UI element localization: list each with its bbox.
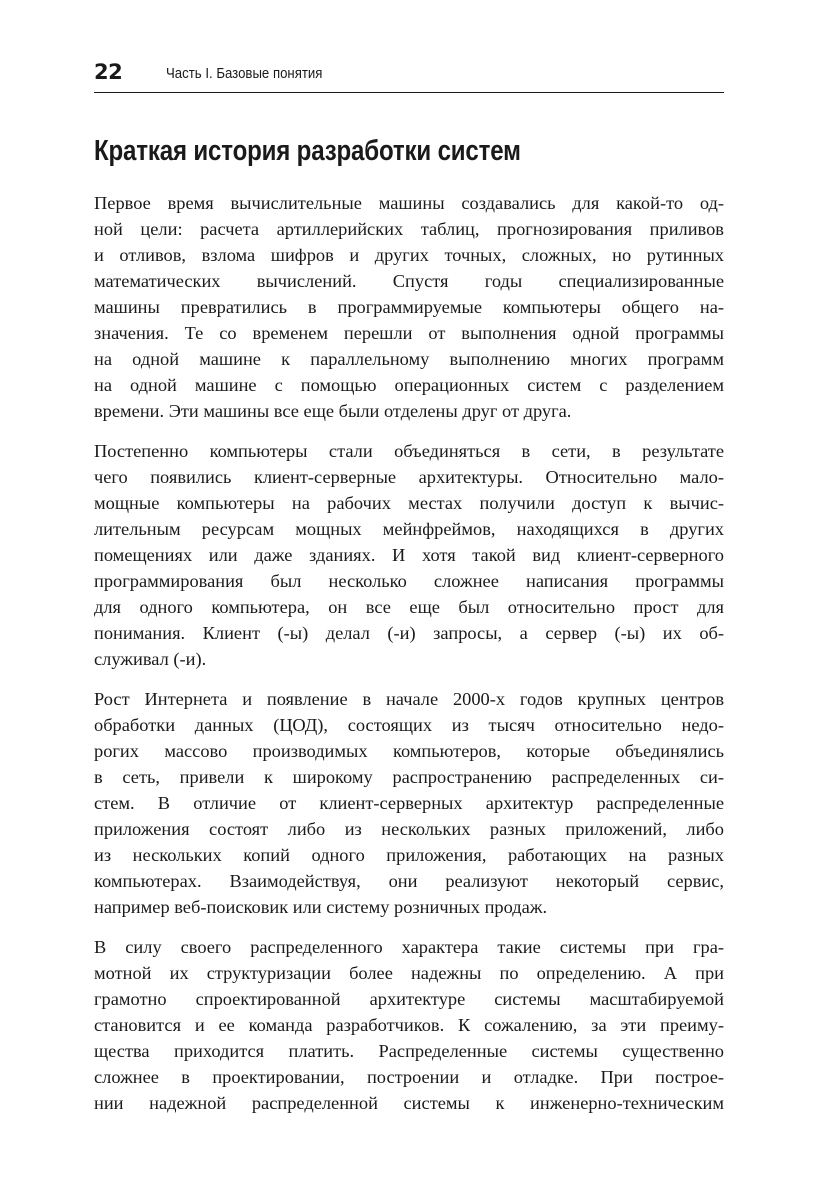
text-line: из нескольких копий одного приложения, работающих на разных (94, 845, 724, 865)
text-line: мотной их структуризации более надежны по определению. А при (94, 963, 724, 983)
text-line: чего появились клиент-серверные архитектуры. Относительно мало- (94, 467, 724, 487)
section-heading: Краткая история разработки систем (94, 135, 521, 167)
text-line: стем. В отличие от клиент-серверных архитектур распределенные (94, 793, 724, 813)
text-line: грамотно спроектированной архитектуре системы масштабируемой (94, 989, 724, 1009)
running-header (94, 58, 724, 93)
text-line: Рост Интернета и появление в начале 2000-х годов крупных центров (94, 689, 724, 709)
text-line: и отливов, взлома шифров и других точных, сложных, но рутинных (94, 245, 724, 265)
text-line: понимания. Клиент (-ы) делал (-и) запросы, а сервер (-ы) их об- (94, 623, 724, 643)
text-line: значения. Те со временем перешли от выполнения одной программы (94, 323, 724, 343)
text-line: рогих массово производимых компьютеров, которые объединялись (94, 741, 724, 761)
text-line: мощные компьютеры на рабочих местах получили доступ к вычис- (94, 493, 724, 513)
text-line: сложнее в проектировании, построении и отладке. При построе- (94, 1067, 724, 1087)
page-number: 22 (94, 60, 123, 84)
text-line: помещениях или даже зданиях. И хотя такой вид клиент-серверного (94, 545, 724, 565)
text-line: например веб-поисковик или систему розничных продаж. (94, 897, 548, 917)
text-line: машины превратились в программируемые компьютеры общего на- (94, 297, 724, 317)
text-line: на одной машине с помощью операционных систем с разделением (94, 375, 724, 395)
body-text (94, 190, 724, 1130)
paragraph (94, 686, 724, 920)
text-line: программирования был несколько сложнее написания программы (94, 571, 724, 591)
text-line: для одного компьютера, он все еще был относительно прост для (94, 597, 724, 617)
text-line: лительным ресурсам мощных мейнфреймов, находящихся в других (94, 519, 724, 539)
text-line: математических вычислений. Спустя годы специализированные (94, 271, 724, 291)
text-line: времени. Эти машины все еще были отделены друг от друга. (94, 401, 572, 421)
paragraph (94, 190, 724, 424)
text-line: приложения состоят либо из нескольких разных приложений, либо (94, 819, 724, 839)
text-line: становится и ее команда разработчиков. К сожалению, за эти преиму- (94, 1015, 724, 1035)
text-line: ной цели: расчета артиллерийских таблиц, прогнозирования приливов (94, 219, 724, 239)
text-line: щества приходится платить. Распределенные системы существенно (94, 1041, 724, 1061)
text-line: обработки данных (ЦОД), состоящих из тысяч относительно недо- (94, 715, 724, 735)
text-line: Первое время вычислительные машины создавались для какой-то од- (94, 193, 724, 213)
chapter-title: Часть I. Базовые понятия (166, 65, 323, 82)
text-line: компьютерах. Взаимодействуя, они реализуют некоторый сервис, (94, 871, 724, 891)
text-line: нии надежной распределенной системы к инженерно-техническим (94, 1093, 724, 1113)
paragraph (94, 934, 724, 1116)
text-line: на одной машине к параллельному выполнению многих программ (94, 349, 724, 369)
text-line: Постепенно компьютеры стали объединяться в сети, в результате (94, 441, 724, 461)
paragraph (94, 438, 724, 672)
text-line: В силу своего распределенного характера такие системы при гра- (94, 937, 724, 957)
text-line: служивал (-и). (94, 649, 207, 669)
text-line: в сеть, привели к широкому распространению распределенных си- (94, 767, 724, 787)
